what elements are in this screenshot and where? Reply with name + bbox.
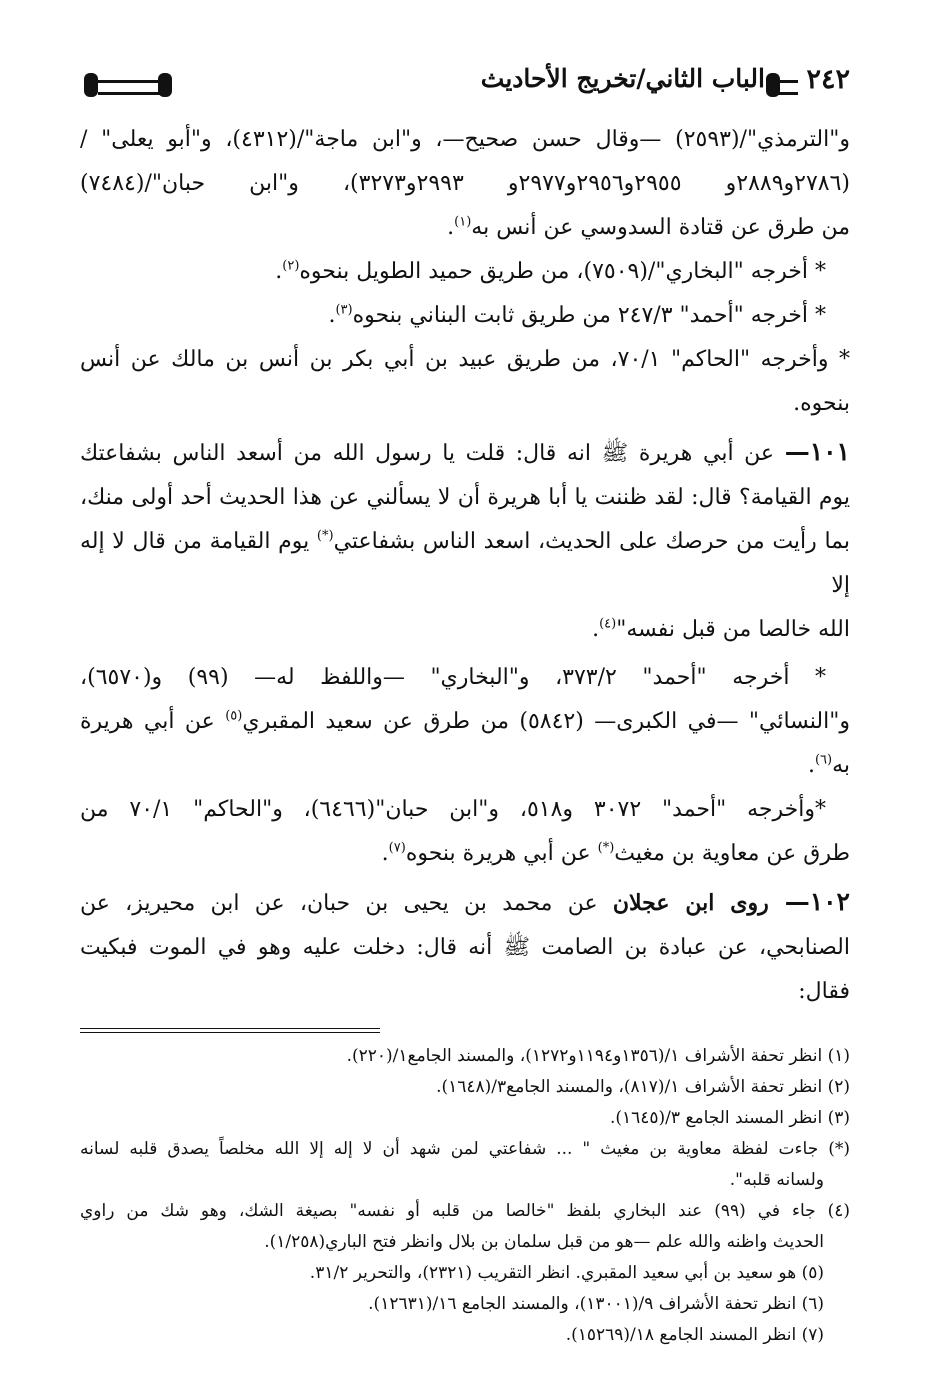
text-line — [80, 206, 850, 250]
line-end: . — [447, 215, 455, 240]
takhrij-line — [80, 832, 850, 876]
footnote-separator — [80, 1028, 380, 1033]
footnote: (*) جاءت لفظة معاوية بن مغيث " ... شفاعتي لمن شهد أن لا إله إلا الله مخلصاً يصدق قلبه لسانه — [80, 1139, 850, 1159]
footnote: (١) انظر تحفة الأشراف ١/(١٣٥٦و١١٩٤و١٢٧٢)، والمسند الجامع١/(٢٢٠). — [346, 1046, 850, 1066]
footnote-ref: (٣) — [335, 302, 353, 318]
takhrij-line: *وأخرجه "أحمد" ٣٠٧٢ و٥١٨، و"ابن حبان"(٦٤٦٦)، و"الحاكم" ٧٠/١ من — [80, 797, 826, 822]
chapter-title: الباب الثاني/تخريج الأحاديث — [480, 64, 765, 93]
hadith-101-line — [80, 608, 850, 652]
line-end: . — [807, 753, 815, 778]
text-line: (٢٧٨٦و٢٨٨٩و ٢٩٥٥و٢٩٥٦و٢٩٧٧و ٢٩٩٣و٣٢٧٣)، و"ابن حبان"/(٧٤٨٤) — [80, 171, 850, 196]
hadith-101-line — [80, 430, 850, 476]
footnote: (٣) انظر المسند الجامع ٣/(١٦٤٥). — [609, 1108, 850, 1128]
page-number: ٢٤٢ — [806, 64, 850, 95]
footnote-ref: (٥) — [225, 708, 243, 724]
hadith-number: ١٠١— — [784, 437, 850, 466]
footnote-ref: (٢) — [282, 258, 300, 274]
hadith-101-line — [80, 520, 850, 608]
line-text: يوم القيامة من قال لا إله إلا — [80, 529, 850, 598]
footnote: (٤) جاء في (٩٩) عند البخاري بلفظ "خالصا من قلبه أو نفسه" بصيغة الشك، وهو شك من راوي — [80, 1201, 850, 1221]
footnote-continuation: الحديث واظنه والله علم —هو من قبل سلمان بن بلال وانظر فتح الباري(١/٢٥٨). — [264, 1232, 824, 1252]
footnote: (٥) هو سعيد بن أبي سعيد المقبري. انظر التقريب (٢٣٢١)، والتحرير ٣١/٢. — [309, 1263, 824, 1283]
takhrij-line: * وأخرجه "الحاكم" ٧٠/١، من طريق عبيد بن أبي بكر بن أنس بن مالك عن أنس — [80, 347, 850, 372]
header-ornament-left — [98, 80, 166, 95]
footnote: (٢) انظر تحفة الأشراف ١/(٨١٧)، والمسند الجامع٣/(١٦٤٨). — [436, 1077, 850, 1097]
line-end: . — [328, 303, 336, 328]
footnotes — [80, 1041, 850, 1351]
takhrij-line: * أخرجه "أحمد" ٣٧٣/٢، و"البخاري" —واللفظ له— (٩٩) و(٦٥٧٠)، — [80, 665, 826, 690]
line-text: * أخرجه "أحمد" ٢٤٧/٣ من طريق ثابت البناني بنحوه — [352, 303, 826, 328]
narrator-name: روى ابن عجلان — [612, 890, 785, 916]
line-text: عن أبي هريرة به — [80, 709, 850, 778]
footnote-ref: (*) — [597, 840, 615, 856]
text-line: بنحوه. — [793, 391, 850, 416]
footnote-ref: (*) — [316, 528, 334, 544]
takhrij-line — [80, 250, 850, 294]
line-end: . — [592, 617, 600, 642]
takhrij-line — [80, 294, 850, 338]
footnote: (٦) انظر تحفة الأشراف ٩/(١٣٠٠١)، والمسند الجامع ١٦/(١٢٦٣١). — [368, 1294, 824, 1314]
main-text — [80, 118, 850, 1014]
line-text: الله خالصا من قبل نفسه" — [616, 617, 850, 642]
hadith-102-line — [80, 880, 850, 926]
line-end: . — [381, 841, 389, 866]
line-text: عن أبي هريرة بنحوه — [405, 841, 598, 866]
line-text: من طرق عن قتادة السدوسي عن أنس به — [471, 215, 850, 240]
footnote-ref: (٦) — [814, 752, 833, 768]
takhrij-line — [80, 700, 850, 788]
footnote-ref: (١) — [454, 214, 472, 230]
footnote-ref: (٤) — [599, 616, 617, 632]
line-text: عن أبي هريرة ﷺ انه قال: قلت يا رسول الله من أسعد الناس بشفاعتك — [80, 441, 785, 466]
hadith-number: ١٠٢— — [784, 887, 850, 916]
page-header — [80, 58, 850, 118]
hadith-101-line: يوم القيامة؟ قال: لقد ظننت يا أبا هريرة أن لا يسألني عن هذا الحديث أحد أولى منك، — [80, 485, 850, 510]
text-line: و"الترمذي"/(٢٥٩٣) —وقال حسن صحيح—، و"ابن ماجة"/(٤٣١٢)، و"أبو يعلى" / — [80, 127, 850, 152]
footnote-continuation: ولسانه قلبه". — [729, 1170, 824, 1190]
footnote-ref: (٧) — [388, 840, 406, 856]
book-page — [80, 58, 850, 1351]
hadith-102-line: الصنابحي، عن عبادة بن الصامت ﷺ أنه قال: دخلت عليه وهو في الموت فبكيت فقال: — [80, 935, 850, 1004]
line-text: بما رأيت من حرصك على الحديث، اسعد الناس بشفاعتي — [333, 529, 851, 554]
line-text: * أخرجه "البخاري"/(٧٥٠٩)، من طريق حميد الطويل بنحوه — [299, 259, 826, 284]
footnote: (٧) انظر المسند الجامع ١٨/(١٥٢٦٩). — [565, 1325, 824, 1345]
line-text: و"النسائي" —في الكبرى— (٥٨٤٢) من طرق عن سعيد المقبري — [242, 709, 850, 734]
line-text: عن محمد بن يحيى بن حبان، عن ابن محيريز، عن — [80, 891, 613, 916]
line-text: طرق عن معاوية بن مغيث — [614, 841, 850, 866]
line-end: . — [275, 259, 283, 284]
header-ornament-knot — [766, 73, 780, 97]
header-ornament-knot — [84, 73, 98, 97]
